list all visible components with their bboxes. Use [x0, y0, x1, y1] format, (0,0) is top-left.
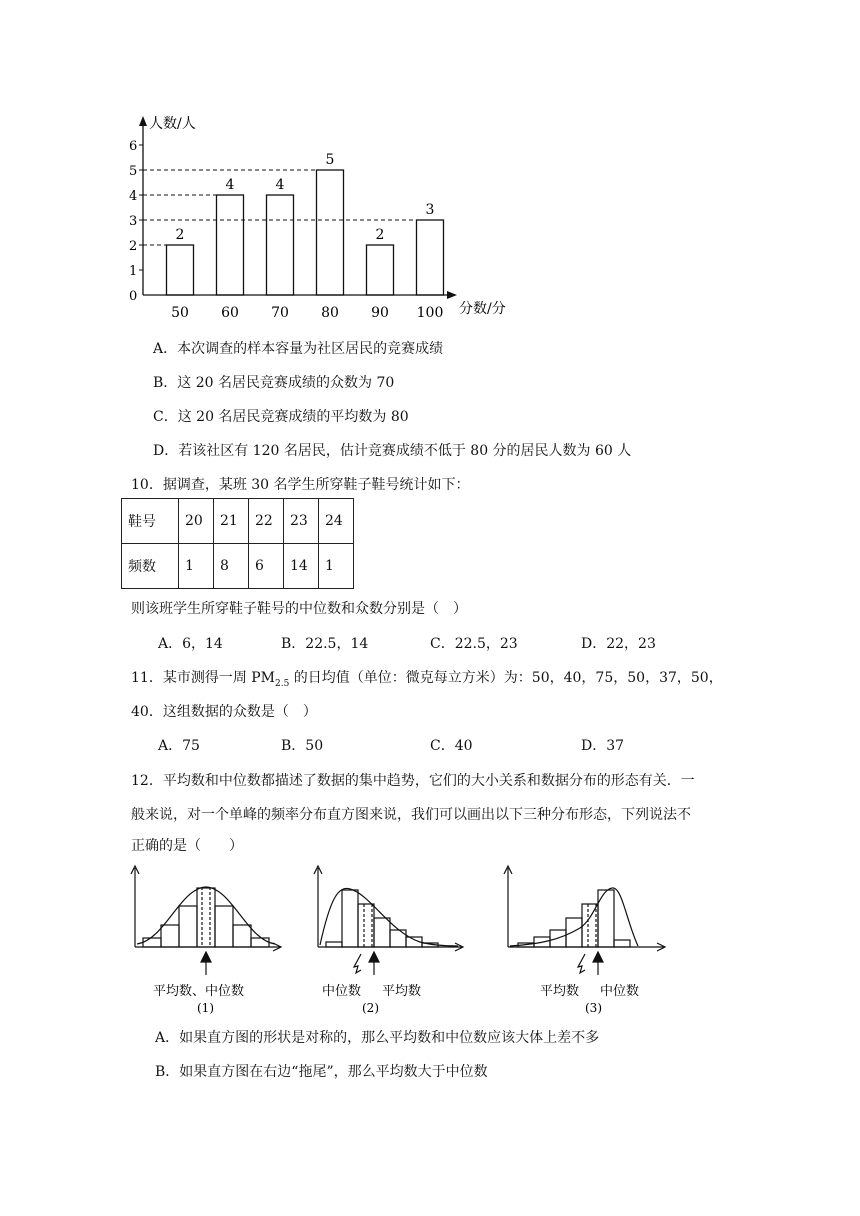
bar-data-label: 3	[425, 202, 435, 218]
shoe-size-table	[121, 498, 354, 589]
q11-stem-rest: 的日均值（单位：微克每立方米）为：50，40，75，50，37，50，	[289, 670, 723, 686]
q11-stem-line1	[131, 667, 723, 689]
bar	[367, 245, 394, 295]
y-tick-label: 0	[129, 289, 138, 304]
y-tick-label: 2	[129, 239, 138, 254]
q12-stem-line1: 12．平均数和中位数都描述了数据的集中趋势，它们的大小关系和数据分布的形态有关．一	[131, 773, 695, 789]
fig2-number: (2)	[362, 1001, 379, 1015]
q11-option-c: C．40	[430, 738, 473, 754]
fig1-label: 平均数、中位数	[153, 984, 245, 999]
x-tick-label: 100	[416, 305, 444, 321]
q12-stem-line3: 正确的是（ ）	[131, 838, 243, 854]
x-axis-label: 分数/分	[459, 301, 506, 317]
distribution-figure-symmetric	[125, 860, 285, 1020]
q9-option-a: A．本次调查的样本容量为社区居民的竞赛成绩	[153, 341, 444, 357]
q11-option-b: B．50	[281, 738, 324, 754]
bar	[267, 195, 294, 295]
fig3-number: (3)	[585, 1001, 602, 1015]
q10-option-a: A．6，14	[158, 636, 223, 652]
table-cell: 频数	[122, 544, 179, 589]
distribution-figure-right-skew	[310, 860, 470, 1020]
score-histogram-chart	[110, 108, 530, 328]
fig2-label-mean: 平均数	[382, 984, 422, 999]
q11-option-a: A．75	[158, 738, 200, 754]
y-axis-label: 人数/人	[149, 116, 196, 132]
fig3-label-median: 中位数	[600, 984, 640, 999]
table-cell: 22	[249, 499, 284, 544]
fig2-label-median: 中位数	[322, 984, 362, 999]
fig3-label-mean: 平均数	[540, 984, 580, 999]
x-tick-label: 60	[221, 305, 239, 321]
x-tick-label: 90	[371, 305, 389, 321]
q10-option-b: B．22.5，14	[281, 636, 369, 652]
y-tick-label: 4	[129, 189, 138, 204]
x-tick-label: 80	[321, 305, 339, 321]
table-cell: 21	[214, 499, 249, 544]
bar	[417, 220, 444, 295]
table-cell: 鞋号	[122, 499, 179, 544]
table-cell: 1	[179, 544, 214, 589]
q10-question: 则该班学生所穿鞋子鞋号的中位数和众数分别是（ ）	[131, 601, 467, 617]
pm-subscript: 2.5	[275, 678, 290, 689]
table-cell: 23	[284, 499, 319, 544]
q11-stem-line2: 40．这组数据的众数是（ ）	[131, 704, 317, 720]
q10-stem: 10．据调查，某班 30 名学生所穿鞋子鞋号统计如下：	[131, 477, 470, 493]
bar-data-label: 4	[225, 177, 235, 193]
y-tick-label: 1	[129, 264, 138, 279]
bar-data-label: 4	[275, 177, 285, 193]
bar	[217, 195, 244, 295]
q10-option-d: D．22，23	[581, 636, 656, 652]
table-row	[122, 544, 354, 589]
q12-stem-line2: 般来说，对一个单峰的频率分布直方图来说，我们可以画出以下三种分布形态，下列说法不	[131, 807, 691, 823]
x-tick-label: 70	[271, 305, 289, 321]
y-axis-arrow	[139, 116, 147, 126]
q11-stem-start: 11．某市测得一周 PM	[131, 670, 276, 686]
table-cell: 14	[284, 544, 319, 589]
q10-option-c: C．22.5，23	[430, 636, 518, 652]
table-cell: 24	[319, 499, 354, 544]
bar-data-label: 2	[175, 227, 185, 243]
bar	[317, 170, 344, 295]
bar	[167, 245, 194, 295]
x-tick-label: 50	[171, 305, 189, 321]
table-cell: 1	[319, 544, 354, 589]
q12-option-b: B．如果直方图在右边“拖尾”，那么平均数大于中位数	[155, 1064, 488, 1080]
y-tick-label: 6	[129, 139, 138, 154]
q9-option-c: C．这 20 名居民竞赛成绩的平均数为 80	[153, 409, 409, 425]
distribution-figure-left-skew	[500, 860, 670, 1020]
bar-data-label: 2	[375, 227, 385, 243]
q11-option-d: D．37	[581, 738, 625, 754]
table-cell: 6	[249, 544, 284, 589]
q9-option-d: D．若该社区有 120 名居民，估计竞赛成绩不低于 80 分的居民人数为 60 人	[153, 443, 632, 459]
y-tick-label: 5	[129, 164, 138, 179]
table-cell: 8	[214, 544, 249, 589]
y-tick-label: 3	[129, 214, 138, 229]
table-row	[122, 499, 354, 544]
q12-option-a: A．如果直方图的形状是对称的，那么平均数和中位数应该大体上差不多	[155, 1030, 600, 1046]
table-cell: 20	[179, 499, 214, 544]
fig1-number: (1)	[197, 1001, 214, 1015]
q9-option-b: B．这 20 名居民竞赛成绩的众数为 70	[153, 375, 395, 391]
x-axis-arrow	[447, 291, 457, 299]
bar-data-label: 5	[325, 152, 335, 168]
